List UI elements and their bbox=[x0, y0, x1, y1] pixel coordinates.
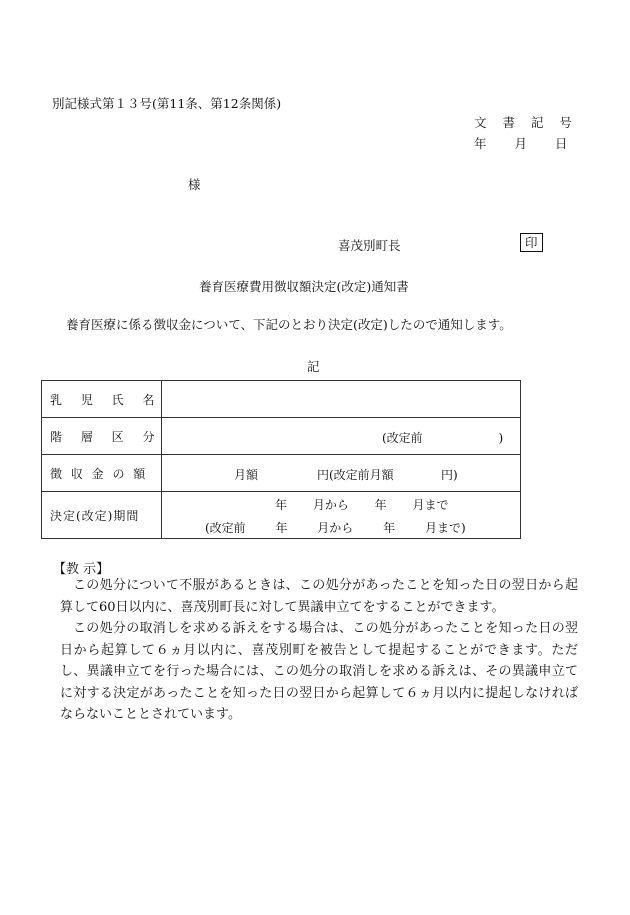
document-number: 文 書 記 号 bbox=[474, 115, 572, 130]
table-row bbox=[42, 455, 521, 492]
notice-body bbox=[60, 575, 578, 726]
notice-heading: 【教 示】 bbox=[53, 562, 110, 577]
notice-paragraph: この処分の取消しを求める訴えをする場合は、この処分があったことを知った日の翌日から起算して６ヵ月以内に、喜茂別町を被告として提起することができます。ただし、異議申立てを行った場合には、この処分の取消しを求める訴えは、その異議申立てに対する決定があったことを知った日の翌日から起算して６ヵ月以内に提起しなければならないこととされています。 bbox=[60, 621, 578, 722]
form-number: 別記様式第１３号(第11条、第12条関係) bbox=[52, 96, 282, 111]
fee-value: 月額 円(改定前月額 円) bbox=[162, 455, 521, 492]
issuer-name: 喜茂別町長 bbox=[338, 238, 401, 253]
table-row bbox=[42, 492, 521, 539]
table-row bbox=[42, 418, 521, 455]
body-text: 養育医療に係る徴収金について、下記のとおり決定(改定)したので通知します。 bbox=[66, 317, 512, 332]
seal-stamp: 印 bbox=[520, 233, 543, 252]
fee-decision-table bbox=[41, 380, 521, 539]
document-title: 養育医療費用徴収額決定(改定)通知書 bbox=[199, 279, 409, 294]
period-value: 年 月から 年 月まで (改定前 年 月から 年 月まで) bbox=[162, 492, 521, 539]
row-label-period: 決定(改定)期間 bbox=[42, 492, 162, 539]
infant-name-value bbox=[162, 381, 521, 418]
addressee-honorific: 様 bbox=[188, 177, 201, 192]
tier-value: (改定前 ) bbox=[162, 418, 521, 455]
issue-date: 年 月 日 bbox=[474, 136, 568, 151]
row-label-fee: 徴 収 金 の 額 bbox=[42, 455, 162, 492]
table-row bbox=[42, 381, 521, 418]
row-label-tier: 階 層 区 分 bbox=[42, 418, 162, 455]
ki-label: 記 bbox=[307, 359, 320, 374]
notice-paragraph: この処分について不服があるときは、この処分があったことを知った日の翌日から起算して60日以内に、喜茂別町長に対して異議申立てをすることができます。 bbox=[60, 578, 578, 615]
row-label-infant-name: 乳 児 氏 名 bbox=[42, 381, 162, 418]
